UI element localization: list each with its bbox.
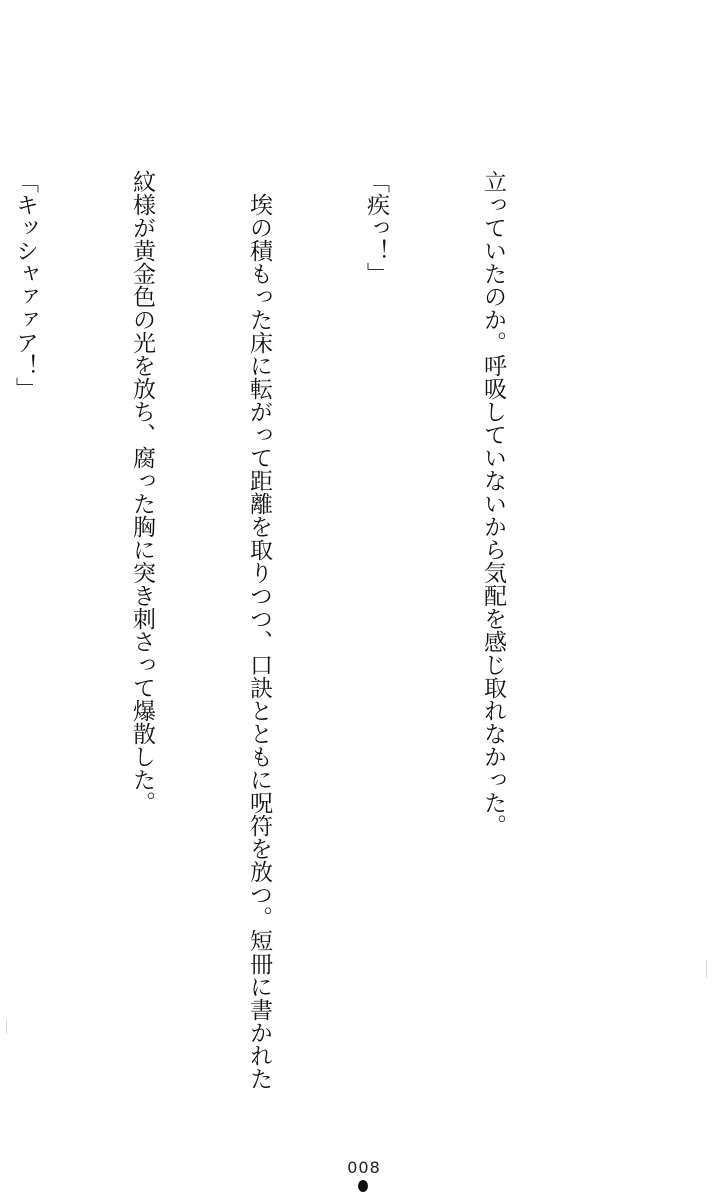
scan-margin-mark <box>6 1020 7 1034</box>
text-line: 紋様が黄金色の光を放ち、腐った胸に突き刺さって爆散した。 <box>129 170 155 814</box>
scan-margin-mark <box>706 960 707 978</box>
text-line: 「疾っ！」 <box>363 170 389 285</box>
text-line: 埃の積もった床に転がって距離を取りつつ、口訣とともに呪符を放つ。短冊に書かれた <box>246 170 272 1090</box>
page-number-dot-icon <box>358 1180 368 1192</box>
page-number: 008 <box>347 1158 381 1177</box>
text-line: 「キッシャァァア！」 <box>12 170 38 400</box>
vertical-text-body <box>0 170 590 1090</box>
text-line: 立っていたのか。呼吸していないから気配を感じ取れなかった。 <box>480 170 506 837</box>
